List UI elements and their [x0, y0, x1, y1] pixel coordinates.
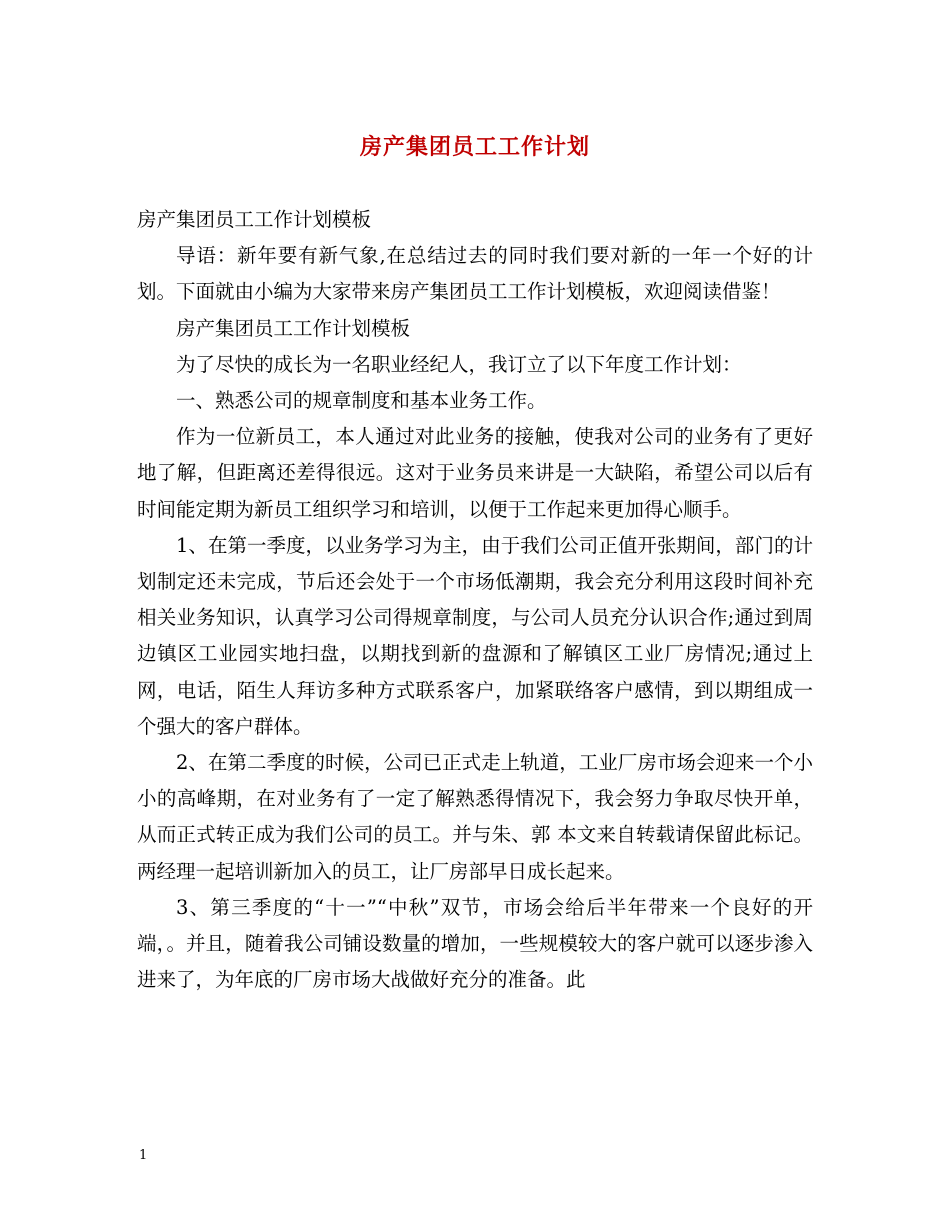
paragraph-quarter-two: 2、在第二季度的时候，公司已正式走上轨道，工业厂房市场会迎来一个小小的高峰期，在对业务有了一定了解熟悉得情况下，我会努力争取尽快开单，从而正式转正成为我们公司的员工。并与朱、郭 本文来自转载请保留此标记。 两经理一起培训新加入的员工，让厂房部早日成长起来。	[137, 751, 813, 883]
page-number: 1	[139, 1148, 148, 1163]
paragraph-template-heading: 房产集团员工工作计划模板	[176, 316, 411, 340]
paragraph-quarter-one: 1、在第一季度，以业务学习为主，由于我们公司正值开张期间，部门的计划制定还未完成，节后还会处于一个市场低潮期，我会充分利用这段时间补充相关业务知识，认真学习公司得规章制度，与公司人员充分认识合作;通过到周边镇区工业园实地扫盘，以期找到新的盘源和了解镇区工业厂房情况;通过上网，电话，陌生人拜访多种方式联系客户，加紧联络客户感情，到以期组成一个强大的客户群体。	[137, 533, 813, 738]
paragraph-new-employee: 作为一位新员工，本人通过对此业务的接触，使我对公司的业务有了更好地了解，但距离还差得很远。这对于业务员来讲是一大缺陷，希望公司以后有时间能定期为新员工组织学习和培训，以便于工作起来更加得心顺手。	[137, 425, 813, 521]
document-title: 房产集团员工工作计划	[359, 134, 590, 160]
paragraph-subtitle: 房产集团员工工作计划模板	[137, 208, 372, 231]
paragraph-section-one-heading: 一、熟悉公司的规章制度和基本业务工作。	[176, 389, 547, 413]
document-body	[137, 202, 813, 998]
paragraph-intro: 导语：新年要有新气象,在总结过去的同时我们要对新的一年一个好的计划。下面就由小编为大家带来房产集团员工工作计划模板，欢迎阅读借鉴！	[137, 244, 813, 304]
paragraph-plan-intro: 为了尽快的成长为一名职业经纪人，我订立了以下年度工作计划：	[176, 352, 742, 376]
paragraph-quarter-three: 3、第三季度的“十一”“中秋”双节，市场会给后半年带来一个良好的开端，。并且，随着我公司铺设数量的增加，一些规模较大的客户就可以逐步渗入进来了，为年底的厂房市场大战做好充分的准备。此	[137, 895, 813, 992]
